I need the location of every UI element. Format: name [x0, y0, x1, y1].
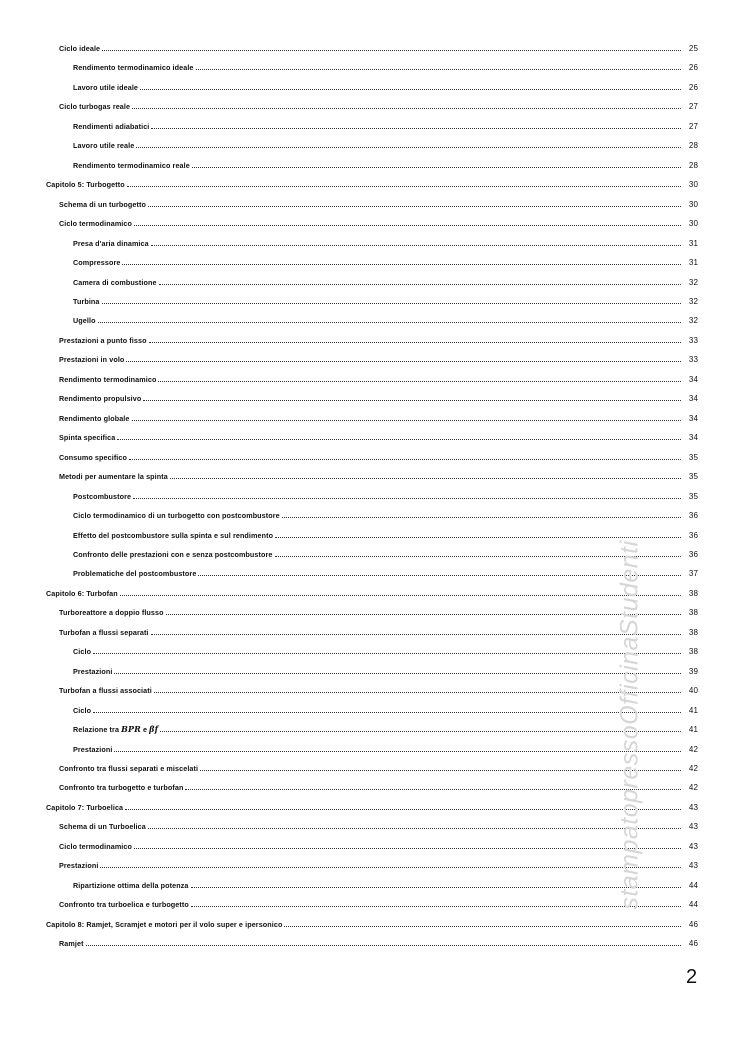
toc-page-number: 34 [688, 374, 698, 384]
toc-entry-text: e [140, 725, 150, 735]
toc-page-number: 36 [688, 530, 698, 540]
toc-entry-title [73, 258, 120, 267]
dot-leader [100, 866, 681, 868]
toc-entry-title [59, 102, 130, 111]
dot-leader [98, 321, 681, 323]
toc-page-number: 33 [688, 335, 698, 345]
dot-leader [151, 244, 681, 246]
toc-entry-title [73, 745, 112, 754]
toc-page-number: 42 [688, 744, 698, 754]
toc-entry-title [73, 550, 273, 559]
toc-chapter-entry[interactable] [0, 917, 744, 929]
toc-entry-title [59, 939, 84, 948]
toc-entry-title [73, 569, 196, 578]
dot-leader [117, 438, 681, 440]
dot-leader [196, 68, 681, 70]
toc-entry[interactable] [0, 469, 744, 481]
toc-entry-text: Ciclo termodinamico [59, 219, 132, 229]
toc-page-number: 38 [688, 588, 698, 598]
toc-entry-title [59, 783, 183, 792]
toc-entry-title [73, 239, 149, 248]
toc-entry-text: Confronto tra flussi separati e miscelati [59, 764, 199, 774]
toc-entry-text: Rendimenti adiabatici [73, 121, 150, 131]
dot-leader [143, 399, 681, 401]
toc-entry[interactable] [0, 411, 744, 423]
math-symbol: βf [149, 724, 159, 735]
toc-entry-text: Presa d'aria dinamica [73, 238, 149, 248]
dot-leader [149, 341, 681, 343]
dot-leader [136, 146, 681, 148]
toc-entry-title [73, 881, 189, 890]
toc-entry[interactable] [0, 508, 744, 520]
toc-page-number: 37 [688, 569, 698, 579]
dot-leader [185, 788, 681, 790]
toc-entry-text: Prestazioni [59, 861, 99, 871]
toc-entry-text: Ciclo turbogas reale [59, 102, 131, 112]
toc-entry-title [46, 920, 282, 929]
toc-page-number: 28 [688, 141, 698, 151]
toc-page-number: 36 [688, 549, 698, 559]
toc-page-number: 26 [688, 63, 698, 73]
toc-entry-text: Compressore [73, 258, 121, 268]
toc-page-number: 36 [688, 511, 698, 521]
toc-page-number: 35 [688, 491, 698, 501]
toc-entry-text: Prestazioni [73, 666, 113, 676]
toc-entry-title [73, 511, 280, 520]
toc-entry-title [59, 433, 115, 442]
dot-leader [86, 944, 681, 946]
toc-entry-text: Ramjet [59, 939, 84, 949]
dot-leader [125, 808, 681, 810]
toc-page-number: 30 [688, 199, 698, 209]
dot-leader [158, 380, 681, 382]
toc-page-number: 35 [688, 452, 698, 462]
toc-entry-text: Schema di un Turboelica [59, 822, 146, 832]
toc-entry-text: Rendimento globale [59, 413, 130, 423]
toc-entry-title [59, 842, 132, 851]
toc-entry-title [59, 628, 149, 637]
toc-entry[interactable] [0, 391, 744, 403]
toc-page-number: 42 [688, 783, 698, 793]
toc-entry-text: Metodi per aumentare la spinta [59, 472, 168, 482]
toc-entry-title [59, 336, 147, 345]
toc-entry[interactable] [0, 275, 744, 287]
dot-leader [166, 613, 681, 615]
toc-entry-title [73, 63, 194, 72]
toc-entry-text: Turbofan a flussi separati [59, 627, 149, 637]
toc-entry-title [73, 297, 100, 306]
toc-entry[interactable] [0, 294, 744, 306]
toc-entry-text: Rendimento termodinamico [59, 374, 157, 384]
toc-entry[interactable] [0, 119, 744, 131]
toc-page-number: 32 [688, 296, 698, 306]
toc-entry-text: Confronto delle prestazioni con e senza postcombustore [73, 549, 273, 559]
toc-entry[interactable] [0, 158, 744, 170]
toc-page-number: 33 [688, 355, 698, 365]
dot-leader [151, 633, 681, 635]
toc-entry-title [46, 803, 123, 812]
toc-entry[interactable] [0, 489, 744, 501]
toc-page-number: 43 [688, 822, 698, 832]
dot-leader [140, 88, 681, 90]
toc-entry[interactable] [0, 99, 744, 111]
toc-entry-text: Turboreattore a doppio flusso [59, 608, 164, 618]
toc-entry[interactable] [0, 333, 744, 345]
toc-entry[interactable] [0, 255, 744, 267]
toc-entry-text: Ciclo ideale [59, 44, 101, 53]
toc-page-number: 40 [688, 686, 698, 696]
toc-entry-title [73, 531, 273, 540]
toc-page-number: 34 [688, 413, 698, 423]
dot-leader [126, 360, 681, 362]
dot-leader [148, 205, 681, 207]
page-number: 2 [686, 966, 698, 988]
toc-entry-text: Consumo specifico [59, 452, 127, 462]
toc-entry-title [73, 706, 91, 715]
toc-entry-text: Prestazioni a punto fisso [59, 335, 147, 345]
toc-entry-text: Rendimento termodinamico ideale [73, 63, 194, 73]
toc-entry[interactable] [0, 372, 744, 384]
toc-page-number: 32 [688, 277, 698, 287]
toc-entry[interactable] [0, 313, 744, 325]
toc-entry-text: Ciclo termodinamico di un turbogetto con postcombustore [73, 511, 280, 521]
toc-entry-text: Postcombustore [73, 491, 132, 501]
toc-entry-text: Ugello [73, 316, 96, 326]
toc-entry-text: Schema di un turbogetto [59, 199, 146, 209]
toc-page-number: 43 [688, 802, 698, 812]
dot-leader [122, 263, 681, 265]
dot-leader [132, 419, 682, 421]
toc-page-number: 27 [688, 102, 698, 112]
toc-page-number: 43 [688, 841, 698, 851]
toc-entry-title [59, 219, 132, 228]
dot-leader [198, 574, 681, 576]
toc-page-number: 42 [688, 764, 698, 774]
toc-entry-text: Camera di combustione [73, 277, 157, 287]
toc-page-number: 35 [688, 472, 698, 482]
toc-entry-title [59, 764, 198, 773]
math-symbol: BPR [121, 724, 141, 735]
toc-entry-text: Turbina [73, 296, 100, 306]
toc-entry-title [59, 414, 130, 423]
toc-page-number: 38 [688, 608, 698, 618]
dot-leader [114, 750, 681, 752]
dot-leader [93, 711, 681, 713]
toc-entry-title [59, 44, 100, 53]
toc-entry[interactable] [0, 936, 744, 948]
toc-entry[interactable] [0, 528, 744, 540]
toc-entry-text: Confronto tra turbogetto e turbofan [59, 783, 184, 793]
toc-chapter-entry[interactable] [0, 177, 744, 189]
dot-leader [148, 827, 681, 829]
toc-entry[interactable] [0, 430, 744, 442]
dot-leader [151, 127, 681, 129]
dot-leader [192, 166, 681, 168]
toc-entry-title [73, 141, 134, 150]
toc-entry[interactable] [0, 216, 744, 228]
dot-leader [170, 477, 681, 479]
toc-entry-title [73, 83, 138, 92]
dot-leader [160, 730, 681, 732]
toc-entry[interactable] [0, 236, 744, 248]
toc-entry-text: Rendimento termodinamico reale [73, 160, 190, 170]
toc-page-number: 44 [688, 900, 698, 910]
toc-page-number: 27 [688, 121, 698, 131]
dot-leader [134, 847, 681, 849]
dot-leader [129, 458, 681, 460]
toc-entry-title [59, 375, 156, 384]
toc-entry-title [73, 316, 96, 325]
toc-page-number: 30 [688, 180, 698, 190]
toc-page-number: 38 [688, 627, 698, 637]
toc-entry-text: Ciclo [73, 647, 92, 657]
toc-entry-title [59, 453, 127, 462]
toc-entry-text: Ciclo termodinamico [59, 841, 132, 851]
toc-page-number: 41 [688, 705, 698, 715]
toc-page-number: 38 [688, 647, 698, 657]
toc-entry-text: Confronto tra turboelica e turbogetto [59, 900, 189, 910]
toc-entry[interactable] [0, 197, 744, 209]
dot-leader [134, 224, 681, 226]
toc-entry[interactable] [0, 60, 744, 72]
toc-entry-text: Capitolo 8: Ramjet, Scramjet e motori per il volo super e ipersonico [46, 919, 283, 929]
toc-entry-title [73, 667, 112, 676]
toc-entry-title [46, 589, 118, 598]
toc-page-number: 46 [688, 939, 698, 949]
toc-entry-title [59, 355, 124, 364]
toc-entry-text: Turbofan a flussi associati [59, 686, 152, 696]
toc-entry-text: Effetto del postcombustore sulla spinta e sul rendimento [73, 530, 274, 540]
toc-entry-title [59, 822, 146, 831]
dot-leader [275, 536, 681, 538]
toc-entry-title [73, 492, 131, 501]
toc-entry[interactable] [0, 450, 744, 462]
toc-entry-title [59, 686, 152, 695]
toc-entry-title [73, 122, 149, 131]
dot-leader [133, 497, 681, 499]
dot-leader [114, 672, 681, 674]
toc-entry-title [73, 724, 158, 734]
dot-leader [154, 691, 681, 693]
toc-entry-title [59, 861, 98, 870]
toc-entry-text: Ripartizione ottima della potenza [73, 880, 189, 890]
toc-page-number: 31 [688, 238, 698, 248]
toc-entry-title [59, 394, 141, 403]
dot-leader [282, 516, 681, 518]
watermark: stampatopressoOfficinaStudenti [615, 540, 644, 910]
toc-entry-title [59, 608, 164, 617]
dot-leader [191, 905, 681, 907]
toc-entry-title [46, 180, 125, 189]
dot-leader [127, 185, 681, 187]
toc-entry[interactable] [0, 138, 744, 150]
dot-leader [102, 302, 681, 304]
toc-page-number: 30 [688, 219, 698, 229]
toc-page-number: 26 [688, 82, 698, 92]
toc-entry-title [73, 647, 91, 656]
toc-entry-text: Capitolo 7: Turboelica [46, 802, 124, 812]
dot-leader [102, 49, 681, 51]
toc-entry-text: Lavoro utile reale [73, 141, 135, 151]
toc-page-number: 31 [688, 258, 698, 268]
toc-entry-text: Capitolo 6: Turbofan [46, 588, 118, 598]
toc-entry-text: Prestazioni [73, 744, 113, 754]
toc-page-number: 39 [688, 666, 698, 676]
dot-leader [132, 107, 681, 109]
toc-entry-text: Ciclo [73, 705, 92, 715]
toc-page-number: 43 [688, 861, 698, 871]
toc-entry-text: Spinta specifica [59, 433, 116, 443]
toc-entry-text: Capitolo 5: Turbogetto [46, 180, 125, 190]
toc-page-number: 34 [688, 394, 698, 404]
dot-leader [159, 283, 681, 285]
toc-page-number: 32 [688, 316, 698, 326]
dot-leader [120, 594, 681, 596]
toc-page-number: 44 [688, 880, 698, 890]
dot-leader [284, 925, 681, 927]
toc-entry-text: Prestazioni in volo [59, 355, 125, 365]
toc-page-number: 25 [688, 44, 698, 53]
toc-entry-text: Problematiche del postcombustore [73, 569, 197, 579]
toc-page-number: 41 [688, 725, 698, 735]
toc-entry[interactable] [0, 80, 744, 92]
toc-entry-text: Lavoro utile ideale [73, 82, 139, 92]
toc-page-number: 34 [688, 433, 698, 443]
toc-entry[interactable] [0, 41, 744, 53]
toc-entry-title [59, 472, 168, 481]
toc-entry-title [73, 278, 157, 287]
toc-page-number: 28 [688, 160, 698, 170]
dot-leader [93, 652, 681, 654]
dot-leader [191, 886, 681, 888]
toc-entry[interactable] [0, 352, 744, 364]
toc-entry-text: Rendimento propulsivo [59, 394, 142, 404]
dot-leader [200, 769, 681, 771]
toc-entry-title [73, 161, 190, 170]
toc-entry-title [59, 900, 189, 909]
toc-page-number: 46 [688, 919, 698, 929]
toc-entry-title [59, 200, 146, 209]
toc-entry-text: Relazione tra [73, 725, 122, 735]
